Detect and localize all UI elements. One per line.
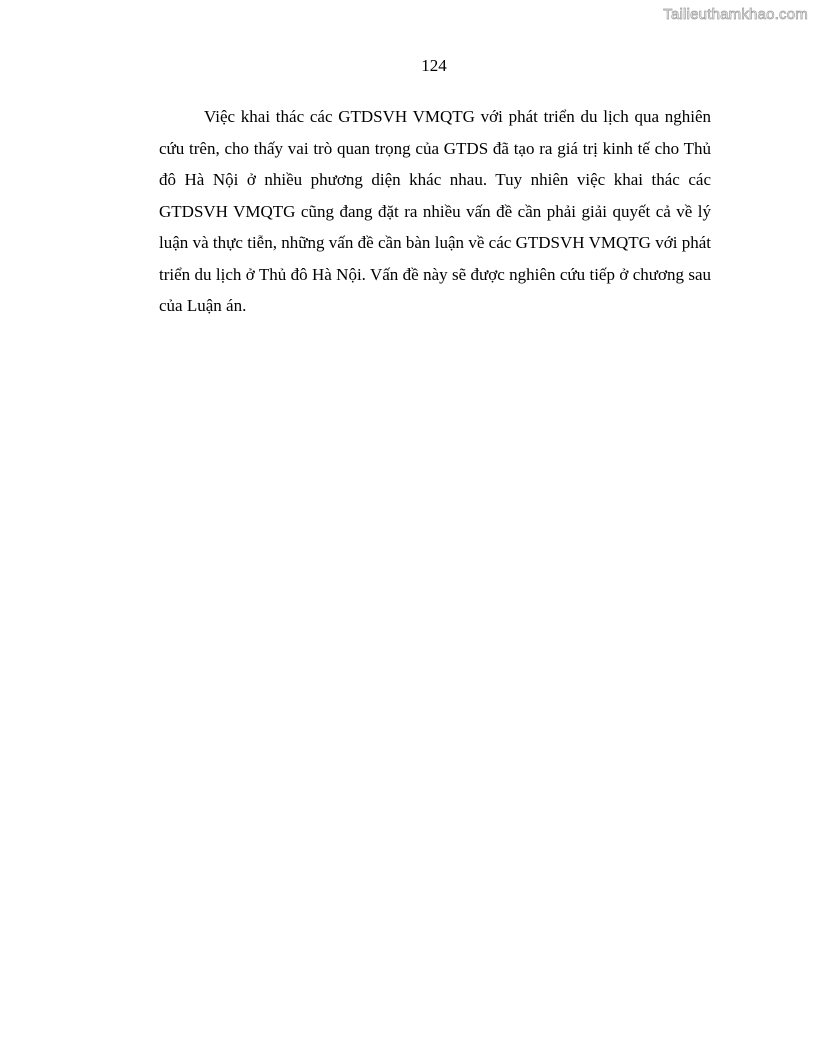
watermark-text: Tailieuthamkhao.com: [663, 6, 808, 23]
document-body: [159, 101, 711, 322]
paragraph: Việc khai thác các GTDSVH VMQTG với phát triển du lịch qua nghiên cứu trên, cho thấy vai trò quan trọng của GTDS đã tạo ra giá trị kinh tế cho Thủ đô Hà Nội ở nhiều phương diện khác nhau. Tuy nhiên việc khai thác các GTDSVH VMQTG cũng đang đặt ra nhiều vấn đề cần phải giải quyết cả về lý luận và thực tiễn, những vấn đề cần bàn luận về các GTDSVH VMQTG với phát triển du lịch ở Thủ đô Hà Nội. Vấn đề này sẽ được nghiên cứu tiếp ở chương sau của Luận án.: [159, 107, 711, 315]
page-number: 124: [421, 56, 447, 75]
